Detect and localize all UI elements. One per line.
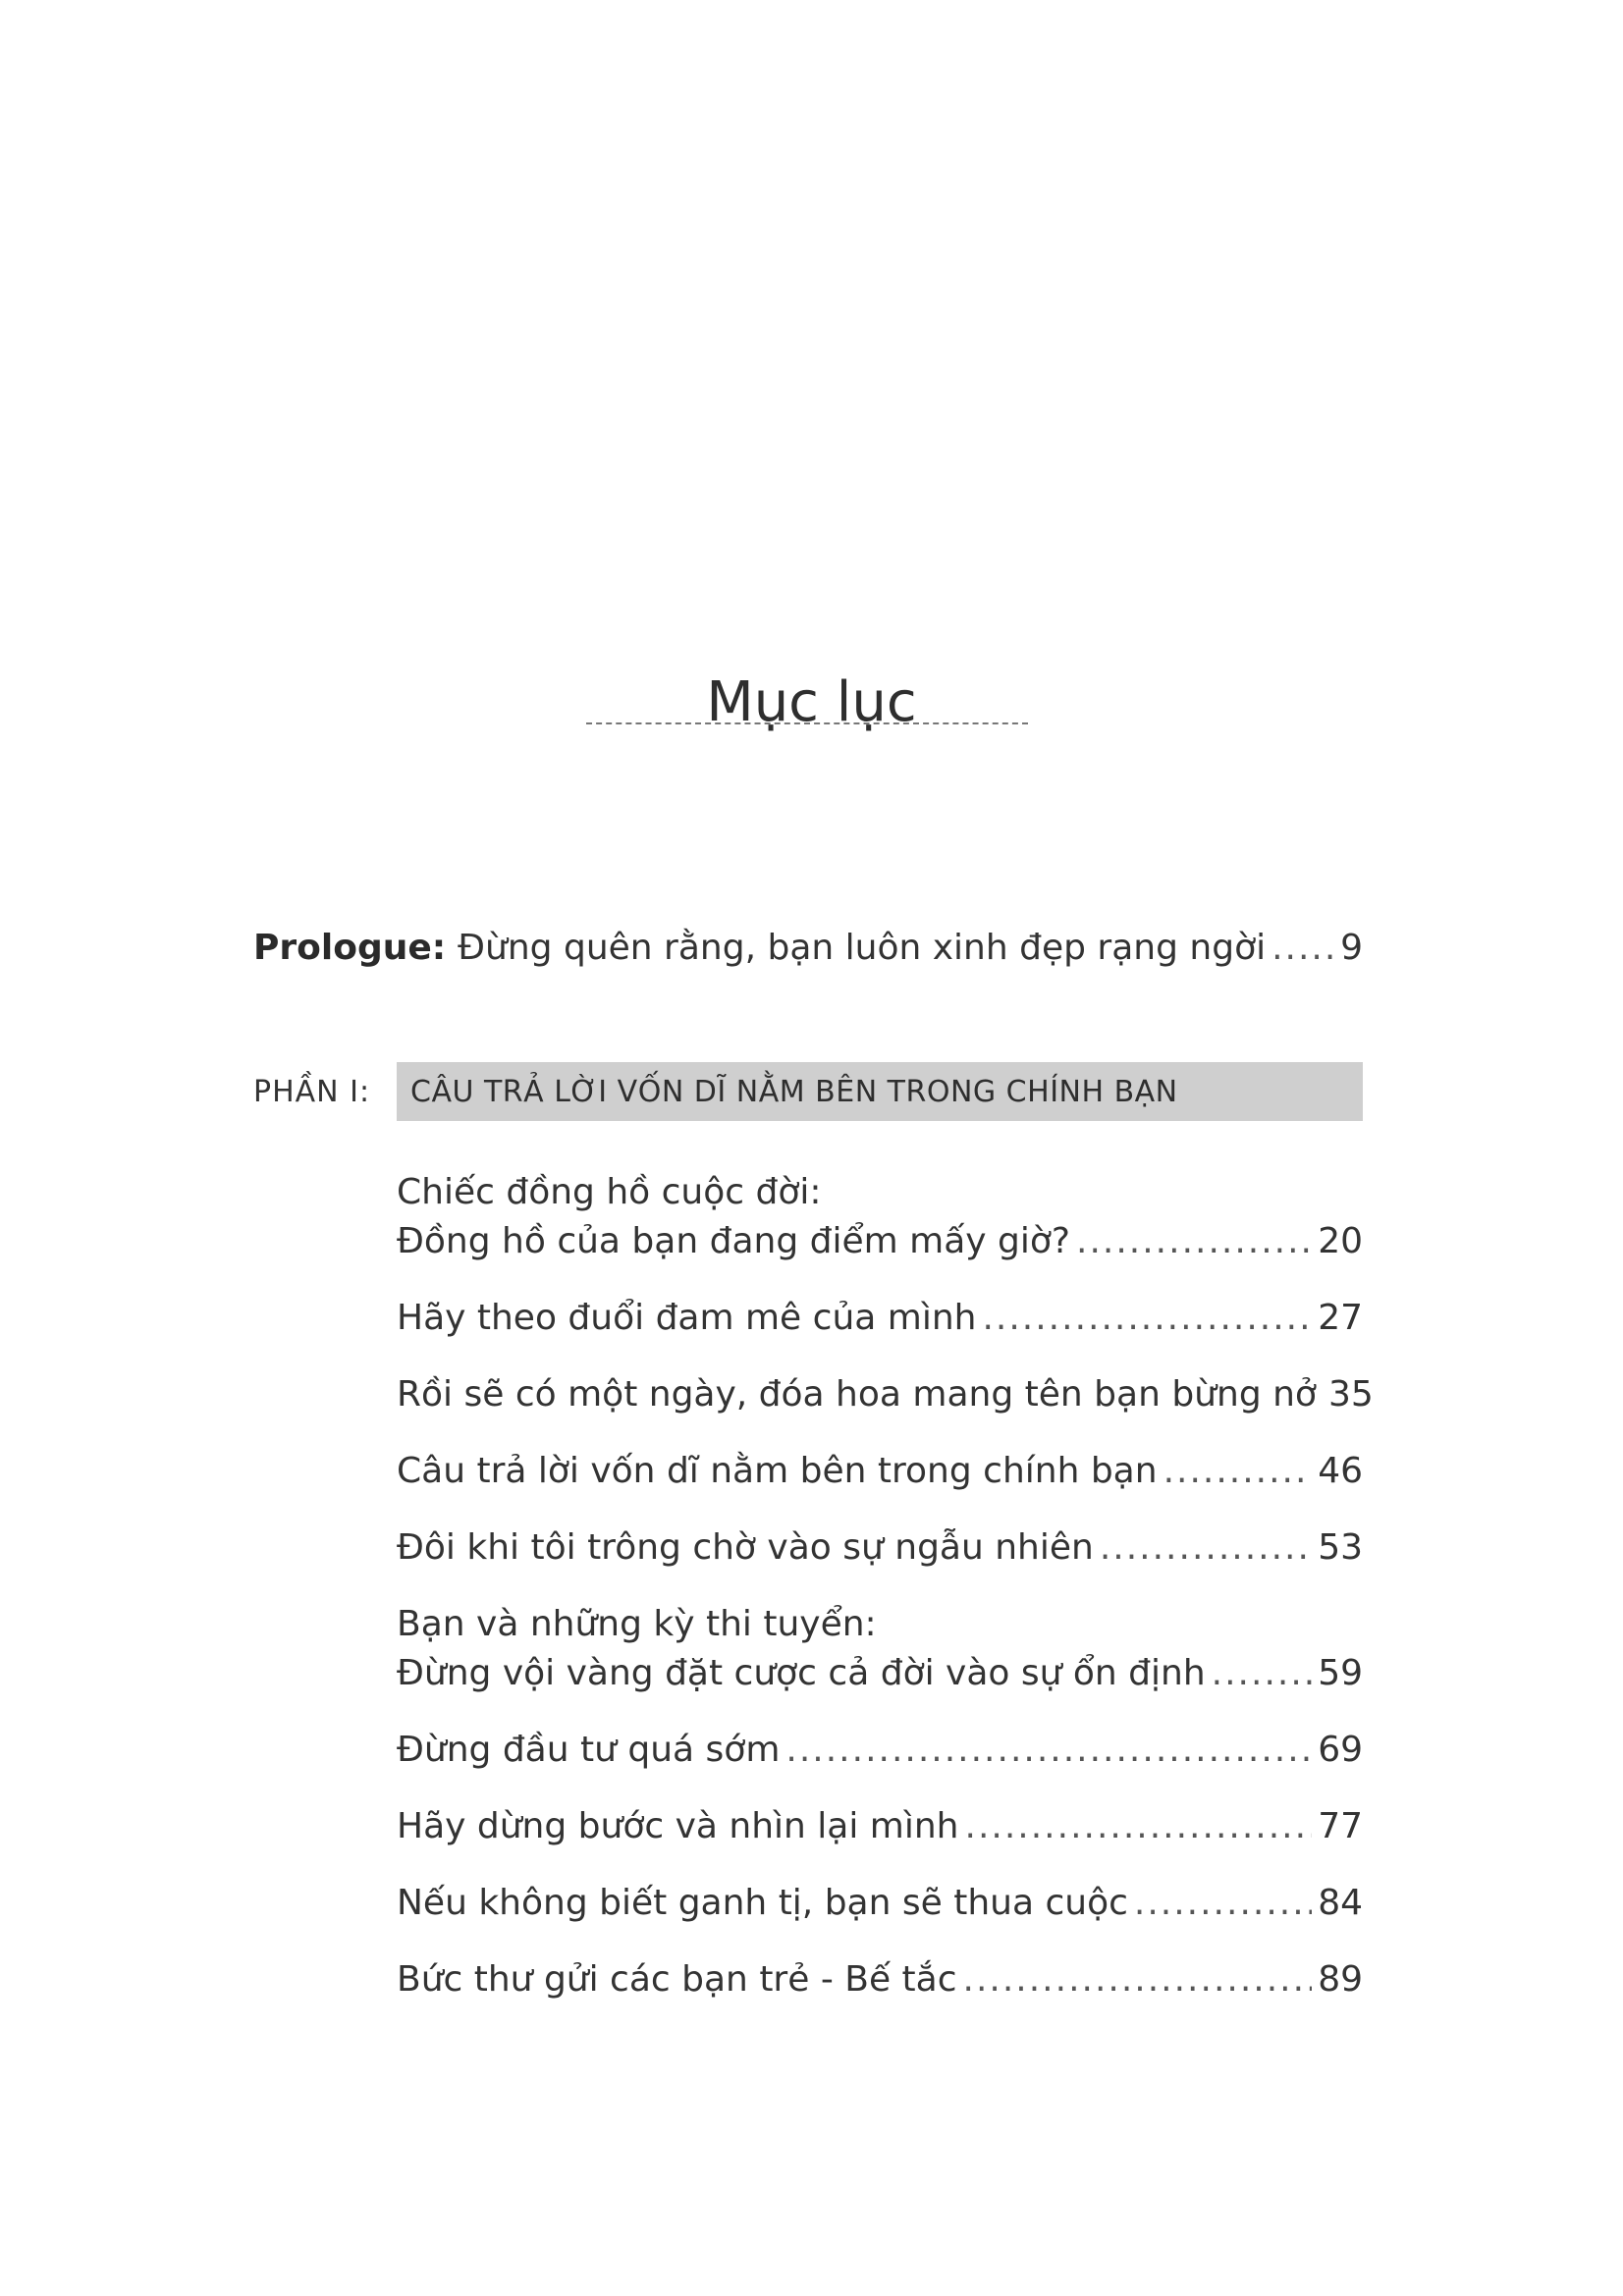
toc-entry-title: Bức thư gửi các bạn trẻ - Bế tắc (397, 1959, 957, 2000)
dot-leader (1134, 1879, 1312, 1928)
toc-entry-title: Hãy theo đuổi đam mê của mình (397, 1298, 977, 1338)
toc-entry-page-number: 77 (1318, 1806, 1363, 1846)
toc-entry-title: Rồi sẽ có một ngày, đóa hoa mang tên bạn bừng nở (397, 1374, 1317, 1415)
toc-entry-title: Câu trả lời vốn dĩ nằm bên trong chính bạn (397, 1451, 1158, 1491)
dot-leader (1100, 1523, 1312, 1573)
toc-entry (397, 1523, 1363, 1573)
toc-entry (397, 1370, 1374, 1419)
toc-entry-first-line: Chiếc đồng hồ cuộc đời: (397, 1172, 822, 1212)
toc-entry (397, 1802, 1363, 1851)
toc-entry-prologue (253, 923, 1363, 974)
toc-entry-page-number: 20 (1318, 1221, 1363, 1261)
toc-entry-title: Đừng đầu tư quá sớm (397, 1730, 781, 1770)
toc-list (397, 1168, 1374, 2032)
title-divider (586, 722, 1028, 724)
prologue-label: Prologue: (253, 928, 447, 968)
dot-leader (1212, 1649, 1313, 1698)
prologue-page-number: 9 (1340, 928, 1363, 968)
toc-entry-page-number: 69 (1318, 1730, 1363, 1770)
toc-entry-page-number: 35 (1327, 1374, 1374, 1415)
toc-entry-page-number: 27 (1318, 1298, 1363, 1338)
toc-entry (397, 1726, 1363, 1775)
toc-entry (397, 1294, 1363, 1343)
page-title: Mục lục (706, 669, 917, 734)
toc-entry (397, 1955, 1363, 2004)
dot-leader (1076, 1217, 1312, 1266)
prologue-title: Đừng quên rằng, bạn luôn xinh đẹp rạng ngời (458, 928, 1267, 968)
toc-entry-page-number: 59 (1318, 1653, 1363, 1693)
dot-leader (1163, 1447, 1313, 1496)
toc-entry (397, 1447, 1363, 1496)
toc-entry-title: Đôi khi tôi trông chờ vào sự ngẫu nhiên (397, 1527, 1094, 1568)
toc-entry-title: Đồng hồ của bạn đang điểm mấy giờ? (397, 1221, 1071, 1261)
toc-entry-title: Đừng vội vàng đặt cược cả đời vào sự ổn định (397, 1653, 1206, 1693)
dot-leader (1271, 923, 1334, 974)
dot-leader (982, 1294, 1312, 1343)
toc-entry-first-line: Bạn và những kỳ thi tuyển: (397, 1604, 877, 1644)
dot-leader (785, 1726, 1312, 1775)
dot-leader (963, 1955, 1313, 2004)
toc-entry-page-number: 89 (1318, 1959, 1363, 2000)
toc-entry-title: Hãy dừng bước và nhìn lại mình (397, 1806, 959, 1846)
toc-entry-page-number: 53 (1318, 1527, 1363, 1568)
toc-entry (397, 1879, 1363, 1928)
toc-entry-title: Nếu không biết ganh tị, bạn sẽ thua cuộc (397, 1883, 1128, 1923)
section-label: PHẦN I: (253, 1074, 371, 1109)
dot-leader (965, 1802, 1313, 1851)
toc-entry (397, 1168, 1363, 1266)
toc-entry-page-number: 84 (1318, 1883, 1363, 1923)
section-title: CÂU TRẢ LỜI VỐN DĨ NẰM BÊN TRONG CHÍNH BẠN (397, 1062, 1363, 1121)
section-heading (253, 1062, 1363, 1121)
toc-entry-page-number: 46 (1318, 1451, 1363, 1491)
toc-entry (397, 1600, 1363, 1698)
